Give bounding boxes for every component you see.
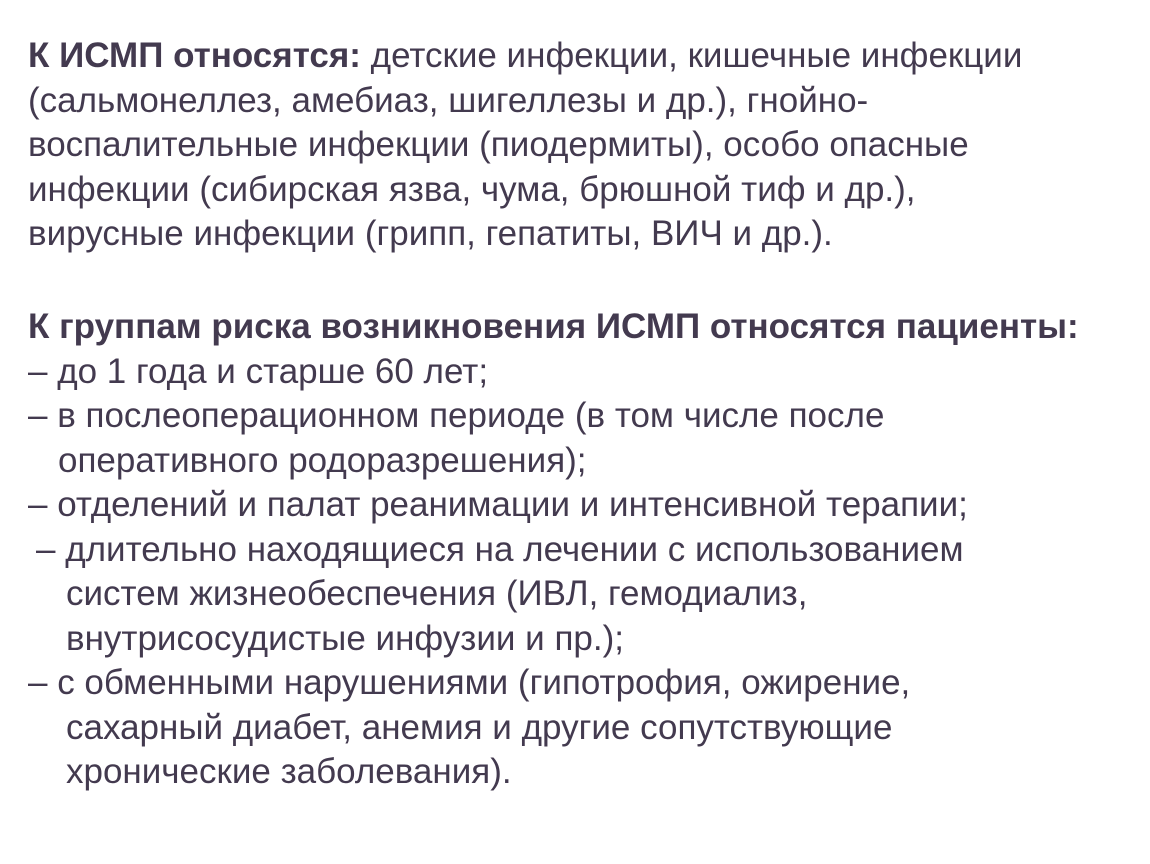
intro-line-1-text: детские инфекции, кишечные инфекции	[360, 36, 1023, 75]
risk-item-line-continued: оперативного родоразрешения);	[58, 440, 587, 480]
risk-item-line: – длительно находящиеся на лечении с использованием	[36, 529, 964, 569]
risk-item-line: – с обменными нарушениями (гипотрофия, ожирение,	[28, 663, 911, 702]
risk-item-postoperative	[28, 394, 1138, 483]
risk-item-icu	[28, 483, 1138, 528]
risk-item-line: – отделений и палат реанимации и интенсивной терапии;	[28, 485, 968, 524]
risk-item-line-continued: сахарный диабет, анемия и другие сопутствующие	[66, 707, 893, 747]
intro-line-3: воспалительные инфекции (пиодермиты), особо опасные	[28, 125, 969, 164]
intro-line-4: инфекции (сибирская язва, чума, брюшной тиф и др.),	[28, 169, 916, 209]
risk-item-age	[28, 350, 1138, 395]
risk-groups-section	[28, 305, 1138, 795]
risk-item-line-continued: хронические заболевания).	[66, 752, 512, 791]
intro-line-5: вирусные инфекции (грипп, гепатиты, ВИЧ и др.).	[28, 214, 833, 253]
intro-heading: К ИСМП относятся:	[28, 36, 361, 75]
risk-item-line-continued: систем жизнеобеспечения (ИВЛ, гемодиализ,	[66, 574, 808, 613]
intro-line-2: (сальмонеллез, амебиаз, шигеллезы и др.), гнойно-	[28, 80, 869, 120]
risk-item-metabolic	[28, 661, 1138, 795]
ismp-definition-paragraph	[28, 34, 1128, 257]
intro-line-1	[28, 34, 1128, 79]
risk-item-line-continued: внутрисосудистые инфузии и пр.);	[66, 618, 624, 658]
risk-heading: К группам риска возникновения ИСМП относятся пациенты:	[28, 307, 1079, 346]
risk-item-line: – в послеоперационном периоде (в том числе после	[28, 396, 885, 435]
risk-item-line: – до 1 года и старше 60 лет;	[28, 351, 489, 391]
risk-item-life-support	[28, 528, 1138, 662]
